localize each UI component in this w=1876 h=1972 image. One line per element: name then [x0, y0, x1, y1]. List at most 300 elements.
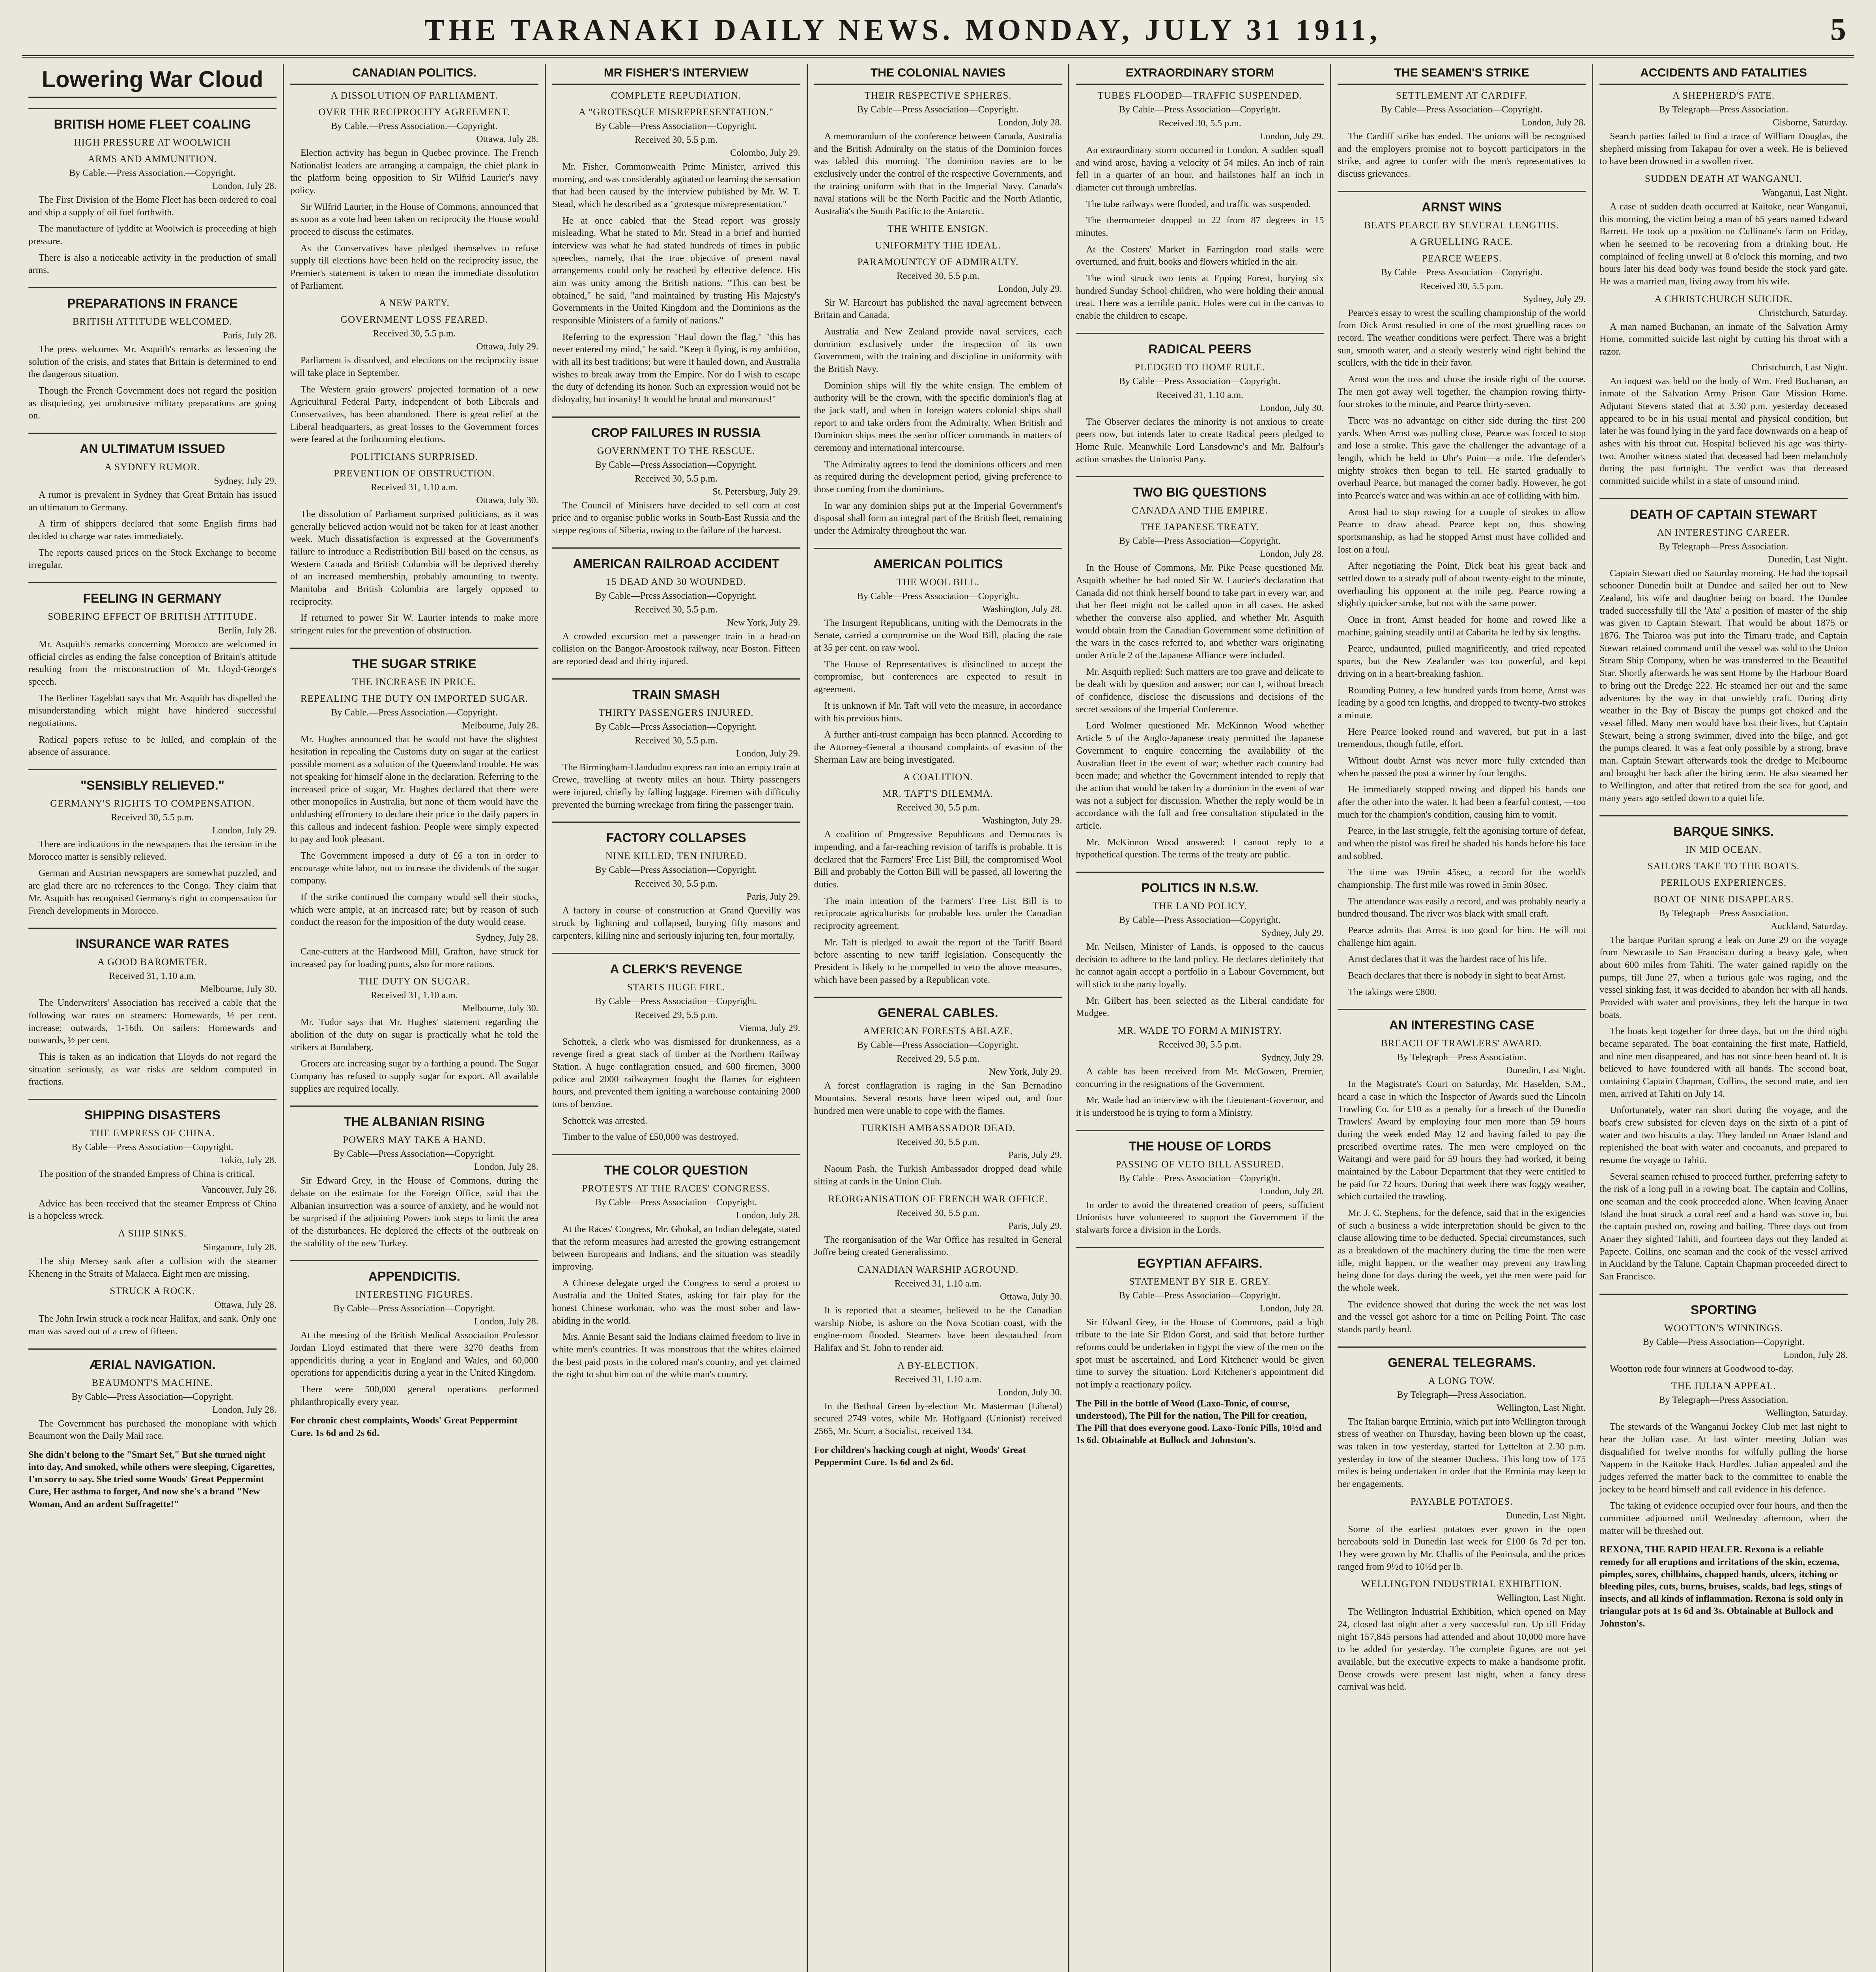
column-headline: THE SEAMEN'S STRIKE [1338, 64, 1586, 85]
place-date: Paris, July 28. [222, 331, 277, 341]
place-date: Tokio, July 28. [220, 1155, 277, 1165]
place-date: London, July 28. [998, 118, 1062, 128]
subheading: A GOOD BAROMETER. [97, 957, 207, 968]
place-date: Ottawa, July 28. [476, 134, 538, 144]
subheading: THE LAND POLICY. [1152, 900, 1247, 911]
dateline: By Cable.—Press Association.—Copyright. [331, 707, 498, 718]
article-paragraph: Arnst won the toss and chose the inside right of the course. The men got away well together, the champion rowing thirty-four strokes to the minute, and Pearce thirty-seven. [1338, 374, 1586, 410]
place-date: Gisborne, Saturday. [1773, 118, 1848, 128]
article-paragraph: If the strike continued the company would sell their stocks, which were ample, at an increased rate; but by reason of such conduct the reason for the imposition of the duty would cease. [290, 892, 538, 928]
section-headline: DEATH OF CAPTAIN STEWART [1599, 498, 1848, 522]
place-date: Wanganui, Last Night. [1762, 188, 1848, 198]
dateline: By Cable—Press Association—Copyright. [595, 721, 757, 732]
article-paragraph: The evidence showed that during the week the net was lost and the vessel got ashore for a time on Pelling Point. The case stands partly heard. [1338, 1299, 1586, 1335]
place-date: Sydney, July 29. [214, 476, 277, 487]
place-date: Wellington, Last Night. [1497, 1593, 1586, 1604]
dateline: Received 30, 5.5 p.m. [897, 1208, 979, 1218]
subheading: CANADIAN WARSHIP AGROUND. [857, 1264, 1019, 1275]
dateline: By Cable—Press Association—Copyright. [857, 1040, 1019, 1051]
article-paragraph: A forest conflagration is raging in the San Bernadino Mountains. Several resorts have been wiped out, and four hundred men were unable to cope with the flames. [814, 1081, 1062, 1116]
section-headline: ARNST WINS [1338, 191, 1586, 215]
article-paragraph: The Admiralty agrees to lend the dominions officers and men as required during the development period, giving preference to those coming from the dominions. [814, 459, 1062, 495]
dateline: By Cable—Press Association—Copyright. [595, 865, 757, 876]
subheading: MR. TAFT'S DILEMMA. [882, 788, 994, 799]
subheading: SETTLEMENT AT CARDIFF. [1396, 90, 1528, 101]
article-paragraph: He immediately stopped rowing and dipped his hands one after the other into the water. It had been a fearful contest, —too much for the champion's condition, causing him to vomit. [1338, 784, 1586, 820]
article-paragraph: The John Irwin struck a rock near Halifax, and sank. Only one man was saved out of a crew of fifteen. [28, 1314, 277, 1337]
section-headline: APPENDICITIS. [290, 1260, 538, 1284]
article-paragraph: Mr. Gilbert has been selected as the Liberal candidate for Mudgee. [1076, 995, 1324, 1019]
place-date: Ottawa, July 28. [214, 1300, 277, 1311]
article-paragraph: The Observer declares the minority is not anxious to create peers now, but intends later to create Radical peers pledged to Home Rule. Meanwhile Lord Lansdowne's and Mr. Balfour's action smashes the Unionist Party. [1076, 416, 1324, 465]
article-paragraph: Pearce, in the last struggle, felt the agonising torture of defeat, and when the pistol was fired he shaded his hands before his face and sobbed. [1338, 826, 1586, 861]
place-date: London, July 30. [1259, 403, 1324, 413]
section-headline: A CLERK'S REVENGE [552, 953, 800, 977]
dateline: Received 30, 5.5 p.m. [635, 135, 718, 145]
dateline: By Cable—Press Association—Copyright. [1119, 105, 1281, 115]
article-paragraph: Arnst had to stop rowing for a couple of strokes to allow Pearce to draw ahead. Pearce kept on, thus showing sportsmanship, as had he stopped Arnst must have collided and lost on a foul. [1338, 507, 1586, 555]
article-paragraph: There are indications in the newspapers that the tension in the Morocco matter is sensibly relieved. [28, 839, 277, 862]
place-date: Vienna, July 29. [738, 1023, 800, 1033]
column-5 [1069, 64, 1331, 1972]
article-paragraph: Pearce, undaunted, pulled magnificently, and tried repeated spurts, but the New Zealander was too powerful, and kept driving on in a heart-breaking fashion. [1338, 644, 1586, 679]
article-paragraph: Parliament is dissolved, and elections on the reciprocity issue will take place in September. [290, 355, 538, 379]
place-date: London, July 28. [1521, 118, 1586, 128]
article-paragraph: The press welcomes Mr. Asquith's remarks as lessening the solution of the crisis, and states that Britain is determined to end the dangerous situation. [28, 344, 277, 380]
place-date: London, July 29. [1259, 131, 1324, 142]
dateline: By Telegraph—Press Association. [1397, 1389, 1527, 1400]
article-paragraph: There is also a noticeable activity in the production of small arms. [28, 252, 277, 276]
dateline: By Telegraph—Press Association. [1659, 105, 1788, 115]
article-paragraph: A crowded excursion met a passenger train in a head-on collision on the Bangor-Aroostook railway, near Boston. Fifteen are reported dead and thirty injured. [552, 631, 800, 667]
subheading: A GRUELLING RACE. [1410, 236, 1514, 247]
subheading: THE INCREASE IN PRICE. [352, 676, 476, 687]
dateline: Received 31, 1.10 a.m. [109, 971, 196, 982]
place-date: St. Petersburg, July 29. [712, 486, 800, 497]
dateline: Received 30, 5.5 p.m. [1158, 1039, 1241, 1050]
subheading: POWERS MAY TAKE A HAND. [343, 1135, 486, 1146]
place-date: Paris, July 29. [746, 892, 800, 902]
dateline: Received 30, 5.5 p.m. [897, 803, 979, 813]
article-paragraph: Mr. Neilsen, Minister of Lands, is opposed to the caucus decision to adhere to the land policy. He declares definitely that he cannot again accept a portfolio in a Labour Government, but will stick to the party loyally. [1076, 941, 1324, 990]
place-date: Dunedin, Last Night. [1768, 554, 1848, 565]
article-paragraph: German and Austrian newspapers are somewhat puzzled, and are glad there are no references to the Congo. They claim that Mr. Asquith has recognised Germany's right to compensation for French developments in Morocco. [28, 868, 277, 916]
column-2 [284, 64, 546, 1972]
place-date: London, July 29. [998, 284, 1062, 294]
place-date: London, July 28. [474, 1317, 538, 1327]
article-paragraph: The taking of evidence occupied over four hours, and then the committee adjourned until Wednesday afternoon, when the matter will be threshed out. [1599, 1501, 1848, 1536]
place-date: Sydney, July 29. [1261, 1052, 1324, 1063]
section-headline: PREPARATIONS IN FRANCE [28, 287, 277, 311]
section-headline: AN ULTIMATUM ISSUED [28, 433, 277, 456]
dateline: By Cable—Press Association—Copyright. [1119, 1290, 1281, 1301]
dateline: Received 31, 1.10 a.m. [370, 990, 458, 1001]
article-paragraph: Mr. Tudor says that Mr. Hughes' statement regarding the abolition of the duty on sugar is practically what he told the strikers at Bundaberg. [290, 1017, 538, 1053]
subheading: A BY-ELECTION. [897, 1360, 979, 1371]
subheading: A CHRISTCHURCH SUICIDE. [1654, 293, 1793, 304]
article-paragraph: The Berliner Tageblatt says that Mr. Asquith has dispelled the misunderstanding which might have hindered successful negotiations. [28, 693, 277, 729]
subheading: 15 DEAD AND 30 WOUNDED. [606, 576, 746, 587]
article-paragraph: The time was 19min 45sec, a record for the world's championship. The first mile was rowed in 5min 30sec. [1338, 867, 1586, 890]
place-date: London, July 28. [736, 1210, 800, 1221]
columns [22, 64, 1854, 1972]
place-date: Colombo, July 29. [730, 148, 800, 158]
advertisement: REXONA, THE RAPID HEALER. Rexona is a reliable remedy for all eruptions and irritations of the skin, eczema, pimples, sores, chilblains, chapped hands, ulcers, itching or bleeding piles, cuts, burns, bruises, scalds, bad legs, stings of insects, and all kinds of inflammation. Rexona is sold only in triangular pots at 1s 6d and 3s. Obtainable at Bullock and Johnston's. [1599, 1544, 1843, 1629]
subheading: PAYABLE POTATOES. [1410, 1496, 1513, 1507]
place-date: London, July 28. [1259, 1303, 1324, 1314]
article-paragraph: Some of the earliest potatoes ever grown in the open hereabouts sold in Dunedin last week for £100 6s 7d per ton. They were grown by Mr. Challis of the Peninsula, and the prices ranged from 9½d to 10½d per lb. [1338, 1524, 1586, 1572]
article-paragraph: A man named Buchanan, an inmate of the Salvation Army Home, committed suicide last night by cutting his throat with a razor. [1599, 321, 1848, 357]
place-date: Ottawa, July 29. [476, 342, 538, 352]
article-paragraph: Schottek, a clerk who was dismissed for drunkenness, as a revenge fired a great stack of timber at the Northern Railway Station. A huge conflagration ensued, and 600 firemen, 3000 police and 2000 railwaymen fought the flames for eighteen hours, and prevented them igniting a warehouse containing 2000 tons of benzine. [552, 1036, 800, 1109]
article-paragraph: Mr. Asquith replied: Such matters are too grave and delicate to be dealt with by question and answer; nor can I, without breach of confidence, disclose the discussions and decisions of the secret sessions of the Imperial Conference. [1076, 667, 1324, 715]
article-paragraph: There was no advantage on either side during the first 200 yards. When Arnst was pulling close, Pearce was forced to stop and lose a stroke. This gave the challenger the advantage of a length, which he held to Uhr's Point—a mile. The defender's mighty strokes then began to tell. He started gradually to overhaul Pearce, but managed the corner badly. However, he got into Pearce's water and was within an ace of colliding with him. [1338, 416, 1586, 501]
place-date: Melbourne, July 30. [200, 984, 277, 995]
place-date: Auckland, Saturday. [1770, 921, 1848, 932]
article-paragraph: Mr. Taft is pledged to await the report of the Tariff Board before assenting to new tariff legislation. Consequently the President is likely to be compelled to veto the above measures, which have been passed by a Republican vote. [814, 937, 1062, 985]
article-paragraph: In the Magistrate's Court on Saturday, Mr. Haselden, S.M., heard a case in which the Inspector of Awards sued the Lincoln Trawling Co. for £10 as a penalty for a breach of the Dunedin Trawlers' Award by employing four men more than 59 hours during the week ended May 12 and having failed to pay the prescribed overtime rates. The men were employed on the Waitangi and were paid for 59 hours they had worked, it being maintained by the Labour Department that they were entitled to be paid for 72 hours. During that week there was foggy weather, which curtailed the trawling. [1338, 1079, 1586, 1202]
section-headline: TRAIN SMASH [552, 678, 800, 702]
subheading: NINE KILLED, TEN INJURED. [605, 851, 747, 862]
article-paragraph: Mr. Wade had an interview with the Lieutenant-Governor, and it is understood he is trying to form a Ministry. [1076, 1095, 1324, 1118]
article-paragraph: Wootton rode four winners at Goodwood to-day. [1610, 1363, 1794, 1374]
subheading: PROTESTS AT THE RACES' CONGRESS. [582, 1183, 771, 1194]
subheading: IN MID OCEAN. [1685, 844, 1762, 855]
advertisement: For children's hacking cough at night, Woods' Great Peppermint Cure. 1s 6d and 2s 6d. [814, 1445, 1026, 1468]
dateline: By Cable—Press Association—Copyright. [595, 1197, 757, 1208]
subheading: TURKISH AMBASSADOR DEAD. [860, 1123, 1016, 1134]
subheading: BRITISH ATTITUDE WELCOMED. [72, 316, 233, 327]
article-paragraph: Without doubt Arnst was never more fully extended than when he passed the post a winner by four lengths. [1338, 755, 1586, 779]
article-paragraph: Schottek was arrested. [562, 1115, 647, 1126]
article-paragraph: If returned to power Sir W. Laurier intends to make more stringent rules for the prevention of obstruction. [290, 613, 538, 636]
section-headline: AN INTERESTING CASE [1338, 1009, 1586, 1033]
place-date: New York, July 29. [727, 617, 800, 628]
dateline: By Cable—Press Association—Copyright. [857, 591, 1019, 601]
dateline: Received 31, 1.10 a.m. [894, 1278, 982, 1289]
article-paragraph: A factory in course of construction at Grand Quevilly was struck by lightning and collapsed, burying fifty masons and carpenters, killing nine and seriously injuring ten, four mortally. [552, 906, 800, 941]
dateline: Received 29, 5.5 p.m. [635, 1010, 718, 1020]
subheading: GOVERNMENT LOSS FEARED. [340, 314, 488, 325]
subheading: A "GROTESQUE MISREPRESENTATION." [579, 107, 774, 118]
subheading: INTERESTING FIGURES. [355, 1289, 473, 1300]
place-date: London, July 28. [1783, 1350, 1848, 1360]
subheading: PASSING OF VETO BILL ASSURED. [1116, 1159, 1284, 1170]
dateline: By Cable—Press Association—Copyright. [333, 1149, 495, 1160]
dateline: Received 30, 5.5 p.m. [111, 812, 194, 823]
section-headline: BARQUE SINKS. [1599, 815, 1848, 839]
place-date: London, July 28. [212, 1404, 277, 1415]
place-date: Sydney, July 29. [1261, 928, 1324, 938]
article-paragraph: Mr. Hughes announced that he would not have the slightest hesitation in repealing the Customs duty on sugar at the earliest possible moment as a solution of the Queensland trouble. He was not speaking for himself alone in the declaration. Referring to the increased price of sugar, Mr. Hughes declared that there were other monopolies in Australia, but none of them would have the unblushing effrontery to declare their price in the daily papers in this callous and indecent fashion. People were simply expected to pay and look pleasant. [290, 734, 538, 845]
article-paragraph: Though the French Government does not regard the position as disquieting, yet unobtrusive military preparations are going on. [28, 386, 277, 421]
section-headline: BRITISH HOME FLEET COALING [28, 108, 277, 132]
column-headline: MR FISHER'S INTERVIEW [552, 64, 800, 85]
article-paragraph: Naoum Pash, the Turkish Ambassador dropped dead while sitting at cards in the Union Club. [814, 1164, 1062, 1187]
dateline: By Cable—Press Association—Copyright. [1642, 1337, 1805, 1347]
article-paragraph: Election activity has begun in Quebec province. The French Nationalist leaders are arranging a campaign, the chief plank in the platform being opposition to Sir Wilfrid Laurier's navy policy. [290, 148, 538, 196]
subheading: THE WHITE ENSIGN. [887, 223, 989, 234]
article-paragraph: Captain Stewart died on Saturday morning. He had the topsail schooner Dunedin built at Dundee and sailed her out to New Zealand, his wife and daughter being on board. The Dundee traded successfully till the 'Ata' a position of master of the ship was given to Captain Stewart. That would be about 1875 or 1876. The Taiaroa was put into the Timaru trade, and Captain Stewart retained command until the vessel was sold to the Union Steam Ship Company, when he was transferred to the Beautiful Star. Shortly afterwards he was sent Home by the Harbour Board to bring out the Dredge 222. He steamed her out and the same adventures by the way in that unwieldy craft. During dirty weather in the Bay of Biscay the pumps got choked and the vessel filled. Many men would have lost their lives, but Captain Stewart, being a strong swimmer, dived into the bilge, and got the pumps cleared. It was a feat only possible by a strong, brave man. Captain Stewart afterwards took the dredge to Melbourne and brought her back after the hiring term. He also steamed her to Wellington, and after that retired from the sea for good, and many years ago settled down to a quiet life. [1599, 568, 1848, 803]
article-paragraph: The reorganisation of the War Office has resulted in General Joffre being created Generalissimo. [814, 1234, 1062, 1258]
article-paragraph: The Insurgent Republicans, uniting with the Democrats in the Senate, carried a compromise on the Wool Bill, placing the rate at 35 per cent. on raw wool. [814, 618, 1062, 654]
dateline: By Cable—Press Association—Copyright. [1119, 915, 1281, 925]
place-date: Christchurch, Saturday. [1758, 308, 1848, 318]
column-3 [546, 64, 808, 1972]
article-paragraph: A firm of shippers declared that some English firms had decided to charge war rates immediately. [28, 519, 277, 542]
masthead [22, 12, 1854, 58]
dateline: Received 30, 5.5 p.m. [635, 879, 718, 889]
subheading: BEATS PEARCE BY SEVERAL LENGTHS. [1364, 220, 1560, 231]
section-headline: AMERICAN POLITICS [814, 548, 1062, 571]
subheading: A SHIP SINKS. [118, 1228, 187, 1239]
article-paragraph: At the Races' Congress, Mr. Ghokal, an Indian delegate, stated that the reform measures had arrested the growing estrangement between Europeans and Indians, and the situation was steadily improving. [552, 1224, 800, 1272]
article-paragraph: In order to avoid the threatened creation of peers, sufficient Unionists have volunteered to support the Government if the stalwarts force a division in the Lords. [1076, 1200, 1324, 1235]
subheading: AMERICAN FORESTS ABLAZE. [863, 1026, 1013, 1037]
article-paragraph: Pearce's essay to wrest the sculling championship of the world from Dick Arnst resulted in one of the most gruelling races on record. The weather conditions were perfect. There was a bright sun, smooth water, and a steady westerly wind right behind the scullers, with the tide in their favor. [1338, 308, 1586, 368]
section-headline: THE ALBANIAN RISING [290, 1106, 538, 1129]
subheading: OVER THE RECIPROCITY AGREEMENT. [318, 107, 510, 118]
place-date: Wellington, Last Night. [1497, 1402, 1586, 1413]
subheading: THE DUTY ON SUGAR. [359, 976, 470, 987]
subheading: MR. WADE TO FORM A MINISTRY. [1117, 1025, 1282, 1036]
subheading: GOVERNMENT TO THE RESCUE. [597, 445, 755, 456]
article-paragraph: The Birmingham-Llandudno express ran into an empty train at Crewe, travelling at twenty miles an hour. Thirty passengers were injured, chiefly by falling luggage. Firemen with difficulty prevented the burning wreckage from firing the passenger train. [552, 762, 800, 810]
article-paragraph: In war any dominion ships put at the Imperial Government's disposal shall form an integral part of the British fleet, remaining under the Admiralty throughout the war. [814, 500, 1062, 536]
section-headline: EGYPTIAN AFFAIRS. [1076, 1247, 1324, 1271]
column-1 [22, 64, 284, 1972]
subheading: STARTS HUGE FIRE. [627, 982, 725, 993]
article-paragraph: The Italian barque Erminia, which put into Wellington through stress of weather on Thursday, having been blown up the coast, was taken in tow yesterday, started for Lyttelton at 2.30 p.m. yesterday in tow of the steamer Duchess. This long tow of 175 miles is being undertaken in order that the Erminia may keep to her engagements. [1338, 1416, 1586, 1490]
subheading: COMPLETE REPUDIATION. [611, 90, 742, 101]
place-date: Sydney, July 29. [1523, 294, 1586, 304]
section-headline: INSURANCE WAR RATES [28, 928, 277, 951]
place-date: Ottawa, July 30. [476, 495, 538, 506]
dateline: Received 30, 5.5 p.m. [635, 473, 718, 484]
article-paragraph: At the meeting of the British Medical Association Professor Jordan Lloyd estimated that there were 3270 deaths from appendicitis during a year in England and Wales, and 60,000 operations for appendicitis during a year in the United Kingdom. [290, 1330, 538, 1378]
dateline: By Cable—Press Association—Copyright. [1119, 536, 1281, 547]
place-date: London, July 28. [1259, 1186, 1324, 1197]
dateline: By Telegraph—Press Association. [1659, 908, 1788, 919]
dateline: By Cable—Press Association—Copyright. [71, 1142, 234, 1152]
article-paragraph: There were 500,000 general operations performed philanthropically every year. [290, 1384, 538, 1407]
subheading: WOOTTON'S WINNINGS. [1664, 1322, 1783, 1333]
subheading: SAILORS TAKE TO THE BOATS. [1647, 861, 1800, 872]
place-date: Dunedin, Last Night. [1506, 1065, 1586, 1076]
advertisement: She didn't belong to the "Smart Set," But she turned night into day, And smoked, while others were sleeping, Cigarettes, I'm sorry to say. She tried some Woods' Great Peppermint Cure, Her asthma to forget, And now she's a brand "New Woman, And an ardent Suffragette!" [28, 1449, 275, 1509]
place-date: Washington, July 29. [982, 816, 1062, 826]
subheading: PARAMOUNTCY OF ADMIRALTY. [857, 256, 1019, 267]
article-paragraph: The boats kept together for three days, but on the third night became separated. The boat containing the first mate, Hatfield, and nine men disappeared, and has not since been heard of. It is believed to have foundered with all hands. The second boat, containing Captain Chapman, Collins, the second mate, and ten men, arrived at Tahiti on July 14. [1599, 1026, 1848, 1099]
column-7 [1593, 64, 1854, 1972]
article-paragraph: The ship Mersey sank after a collision with the steamer Kheneng in the Straits of Malacca. Eight men are missing. [28, 1256, 277, 1279]
subheading: AN INTERESTING CAREER. [1657, 527, 1790, 538]
article-paragraph: This is taken as an indication that Lloyds do not regard the situation seriously, as war risks are seldom computed in fractions. [28, 1051, 277, 1087]
dateline: By Cable—Press Association—Copyright. [857, 105, 1019, 115]
section-headline: RADICAL PEERS [1076, 333, 1324, 357]
place-date: Wellington, Saturday. [1766, 1408, 1848, 1419]
place-date: Paris, July 29. [1008, 1150, 1062, 1161]
subheading: BOAT OF NINE DISAPPEARS. [1653, 894, 1794, 905]
column-headline: THE COLONIAL NAVIES [814, 64, 1062, 85]
dateline: Received 30, 5.5 p.m. [635, 735, 718, 746]
article-paragraph: As the Conservatives have pledged themselves to refuse supply till elections have been held on the reciprocity issue, the Premier's statement is taken to mean the immediate dissolution of Parliament. [290, 243, 538, 291]
article-paragraph: A further anti-trust campaign has been planned. According to the Attorney-General a thousand complaints of evasion of the Sherman Law are being investigated. [814, 730, 1062, 765]
place-date: Vancouver, July 28. [202, 1184, 277, 1195]
article-paragraph: Sir Wilfrid Laurier, in the House of Commons, announced that as soon as a vote had been taken on reciprocity the House would proceed to discuss the estimates. [290, 202, 538, 237]
place-date: Christchurch, Last Night. [1751, 362, 1848, 373]
article-paragraph: He at once cabled that the Stead report was grossly misleading. What he stated to Mr. Stead in a brief and hurried interview was what he had stated hundreds of times in public speeches, namely, that the true objective of present naval arrangements could only be reached by effective defence. His aim was unity among the British nations. "This can best be obtained," he said, "and maintained by trusting His Majesty's Governments in the United Kingdom and the Dominions as the responsible Ministers of a family of nations." [552, 215, 800, 326]
article-paragraph: At the Costers' Market in Farringdon road stalls were overturned, and fruit, books and flowers whirled in the air. [1076, 244, 1324, 267]
article-paragraph: The barque Puritan sprung a leak on June 29 on the voyage from Newcastle to San Francisco during a heavy gale, when about 600 miles from Tahiti. The water gained rapidly on the pumps, till June 27, when a furious gale was raging, and the vessel sinking fast, it was decided to abandon her with all hands. Provided with water and provisions, they left the barque in two boats. [1599, 935, 1848, 1020]
dateline: Received 30, 5.5 p.m. [1420, 281, 1503, 291]
article-paragraph: Rounding Putney, a few hundred yards from home, Arnst was leading by a good ten lengths, and dropped to twenty-two strokes a minute. [1338, 685, 1586, 721]
subheading: A DISSOLUTION OF PARLIAMENT. [331, 90, 498, 101]
article-paragraph: Mr. J. C. Stephens, for the defence, said that in the exigencies of such a business a wide interpretation should be given to the clause allowing time to be deducted. Special circumstances, such as a breakdown of the machinery during the time the men were idle, might happen, or the weather may prevent any trawling being done for days during the week, yet the men were paid for the whole week. [1338, 1208, 1586, 1294]
dateline: By Telegraph—Press Association. [1659, 541, 1788, 552]
article-paragraph: Mr. Asquith's remarks concerning Morocco are welcomed in official circles as ending the false conception of Britain's attitude resulting from the misconstruction of Mr. Lloyd-George's speech. [28, 639, 277, 687]
section-headline: ÆRIAL NAVIGATION. [28, 1348, 277, 1372]
page-number: 5 [1830, 12, 1846, 47]
dateline: By Cable—Press Association—Copyright. [595, 459, 757, 470]
article-paragraph: Cane-cutters at the Hardwood Mill, Grafton, have struck for increased pay for loading punts, also for more rations. [290, 946, 538, 969]
article-paragraph: A memorandum of the conference between Canada, Australia and the British Admiralty on the status of the Dominion forces was tabled this morning. The dominion navies are to be exclusively under the control of the respective Governments, and the training uniform with that in the Imperial Navy. Canada's naval stations will be the North Pacific and the North Atlantic, Australia's the South Pacific to the Antarctic. [814, 131, 1062, 217]
advertisement: For chronic chest complaints, Woods' Great Peppermint Cure. 1s 6d and 2s 6d. [290, 1416, 518, 1438]
dateline: By Cable—Press Association—Copyright. [595, 996, 757, 1007]
subheading: WELLINGTON INDUSTRIAL EXHIBITION. [1361, 1579, 1562, 1590]
article-paragraph: A coalition of Progressive Republicans and Democrats is impending, and a far-reaching revision of tariffs is probable. It is declared that the Farmers' Free List Bill, the compromised Wool Bill and probably the Cotton Bill will be passed, all lowering the duties. [814, 829, 1062, 890]
subheading: BREACH OF TRAWLERS' AWARD. [1381, 1038, 1543, 1049]
article-paragraph: An inquest was held on the body of Wm. Fred Buchanan, an inmate of the Salvation Army Prison Gate Mission Home. Adjutant Stevens stated that at 3.30 p.m. yesterday deceased appeared to be in his usual mental and physical condition, but later he was found lying in the yard face downwards on a heap of ashes with his throat cut. Hospital believed his age was thirty-two. Another witness stated that deceased had been melancholy during the past fortnight. The verdict was that deceased committed suicide whilst in a state of unsound mind. [1599, 376, 1848, 487]
article-paragraph: It is unknown if Mr. Taft will veto the measure, in accordance with his previous hints. [814, 700, 1062, 724]
subheading: THE WOOL BILL. [896, 577, 980, 588]
subheading: A SYDNEY RUMOR. [105, 462, 200, 473]
subheading: TUBES FLOODED—TRAFFIC SUSPENDED. [1097, 90, 1302, 101]
dateline: By Cable—Press Association—Copyright. [595, 590, 757, 601]
dateline: By Cable—Press Association—Copyright. [1119, 1173, 1281, 1184]
article-paragraph: The First Division of the Home Fleet has been ordered to coal and ship a supply of oil fuel forthwith. [28, 195, 277, 218]
section-headline: POLITICS IN N.S.W. [1076, 872, 1324, 895]
article-paragraph: Mr. McKinnon Wood answered: I cannot reply to a hypothetical question. The terms of the treaty are public. [1076, 837, 1324, 860]
place-date: Melbourne, July 28. [462, 720, 538, 731]
article-paragraph: A rumor is prevalent in Sydney that Great Britain has issued an ultimatum to Germany. [28, 490, 277, 513]
place-date: London, July 28. [474, 1162, 538, 1173]
subheading: A COALITION. [903, 772, 973, 783]
column-headline: Lowering War Cloud [28, 64, 277, 98]
article-paragraph: The attendance was easily a record, and was probably nearly a hundred thousand. The river was black with small craft. [1338, 896, 1586, 919]
article-paragraph: Australia and New Zealand provide naval services, each dominion exclusively under the inspection of its own Government, with the training and discipline in uniformity with the British Navy. [814, 327, 1062, 375]
article-paragraph: It is reported that a steamer, believed to be the Canadian warship Niobe, is ashore on the Nova Scotian coast, with the engine-room flooded. Steamers have been despatched from Halifax and St. John to render aid. [814, 1305, 1062, 1353]
article-paragraph: The takings were £800. [1348, 987, 1437, 997]
article-paragraph: The position of the stranded Empress of China is critical. [39, 1169, 255, 1179]
subheading: STATEMENT BY SIR E. GREY. [1129, 1276, 1271, 1287]
dateline: Received 31, 1.10 a.m. [370, 482, 458, 493]
dateline: Received 30, 5.5 p.m. [897, 1137, 979, 1148]
dateline: By Cable—Press Association—Copyright. [71, 1391, 234, 1402]
article-paragraph: The Wellington Industrial Exhibition, which opened on May 24, closed last night after a very successful run. Up till Friday night 157,845 persons had attended and about 10,000 more have to be added for yesterday. The complete figures are not yet available, but the executive expects to make a handsome profit. Dense crowds were present last night, when a fancy dress carnival was held. [1338, 1607, 1586, 1692]
subheading: REORGANISATION OF FRENCH WAR OFFICE. [828, 1193, 1048, 1204]
masthead-title: THE TARANAKI DAILY NEWS. MONDAY, JULY 31 1911, [424, 13, 1381, 47]
subheading: STRUCK A ROCK. [110, 1286, 195, 1297]
section-headline: SPORTING [1599, 1294, 1848, 1317]
article-paragraph: The tube railways were flooded, and traffic was suspended. [1086, 199, 1311, 209]
subheading: POLITICIANS SURPRISED. [350, 452, 478, 463]
section-headline: FACTORY COLLAPSES [552, 822, 800, 845]
article-paragraph: The wind struck two tents at Epping Forest, burying six hundred Sunday School children, who were holding their annual treat. There was a terrible panic. Holes were cut in the canvas to enable the children to escape. [1076, 273, 1324, 321]
dateline: By Cable.—Press Association.—Copyright. [69, 168, 236, 178]
article-paragraph: Referring to the expression "Haul down the flag," "this has never entered my mind," he said. "Keep it flying, is my ambition, with all its best traditions; but were it hauled down, and Australia wishes to break away from the Empire. Nor do I wish to escape the duty of defending its honor. Such an expression would not be disloyalty, but insanity! It would be brutal and monstrous!" [552, 332, 800, 405]
subheading: A NEW PARTY. [379, 298, 450, 309]
article-paragraph: In the House of Commons, Mr. Pike Pease questioned Mr. Asquith whether he had noted Sir W. Laurier's declaration that Canada did not think herself bound to take part in every war, and that her fleet might not be called upon in all cases. He asked whether the converse also applied, and whether Mr. Asquith would obtain from the Canadian Government some definition of the wars in the cases referred to, and whether wars originating under Article 2 of the Japanese Alliance were included. [1076, 563, 1324, 661]
place-date: Washington, July 28. [982, 604, 1062, 614]
column-4 [808, 64, 1070, 1972]
dateline: Received 30, 5.5 p.m. [897, 271, 979, 281]
section-headline: SHIPPING DISASTERS [28, 1099, 277, 1122]
dateline: By Cable—Press Association—Copyright. [1119, 376, 1281, 387]
subheading: THIRTY PASSENGERS INJURED. [598, 707, 754, 718]
dateline: Received 30, 5.5 p.m. [1158, 118, 1241, 129]
dateline: By Telegraph—Press Association. [1659, 1395, 1788, 1406]
dateline: Received 31, 1.10 a.m. [894, 1374, 982, 1385]
subheading: PREVENTION OF OBSTRUCTION. [333, 468, 495, 479]
dateline: Received 30, 5.5 p.m. [635, 604, 718, 615]
place-date: London, July 28. [1259, 549, 1324, 560]
article-paragraph: Beach declares that there is nobody in sight to beat Arnst. [1348, 970, 1566, 981]
article-paragraph: Once in front, Arnst headed for home and rowed like a machine, gaining steadily until at Cabarita he led by six lengths. [1338, 615, 1586, 638]
place-date: Singapore, July 28. [203, 1242, 277, 1253]
article-paragraph: The main intention of the Farmers' Free List Bill is to reciprocate agriculturists for probable loss under the Canadian reciprocity agreement. [814, 896, 1062, 931]
subheading: BEAUMONT'S MACHINE. [92, 1377, 213, 1388]
column-headline: ACCIDENTS AND FATALITIES [1599, 64, 1848, 85]
section-headline: THE COLOR QUESTION [552, 1154, 800, 1178]
dateline: By Cable—Press Association—Copyright. [1381, 105, 1543, 115]
dateline: By Cable—Press Association—Copyright. [333, 1303, 495, 1314]
subheading: REPEALING THE DUTY ON IMPORTED SUGAR. [300, 693, 528, 704]
article-paragraph: The Government imposed a duty of £6 a ton in order to encourage white labor, not to increase the dividends of the sugar company. [290, 850, 538, 886]
article-paragraph: Unfortunately, water ran short during the voyage, and the boat's crew subsisted for eleven days on the sixth of a pint of water and two biscuits a day. They landed on Anaer Island and replenished the boat with water and cocoanuts, and prepared to resume the voyage to Tahiti. [1599, 1105, 1848, 1165]
place-date: London, July 30. [998, 1387, 1062, 1398]
place-date: New York, July 29. [989, 1067, 1062, 1078]
dateline: Received 29, 5.5 p.m. [897, 1054, 979, 1064]
subheading: ARMS AND AMMUNITION. [88, 154, 217, 164]
article-paragraph: Timber to the value of £50,000 was destroyed. [562, 1132, 739, 1143]
article-paragraph: The stewards of the Wanganui Jockey Club met last night to hear the Julian case. At last winter meeting Julian was disqualified for twelve months for wilfully pulling the horse Nappero in the Kaitoke Hack Hurdles. Julian appealed and the judges referred the matter back to the committee to enable the jockey to be heard himself and call evidence in his defence. [1599, 1422, 1848, 1495]
section-headline: CROP FAILURES IN RUSSIA [552, 416, 800, 440]
dateline: Received 31, 1.10 a.m. [1156, 390, 1244, 400]
place-date: London, July 28. [212, 181, 277, 191]
article-paragraph: Sir Edward Grey, in the House of Commons, paid a high tribute to the late Sir Eldon Gorst, and said that before further reforms could be undertaken in Egypt the view of the men on the spot must be ascertained, and Lord Kitchener would be given time to survey the situation. Lord Kitchener's appointment did not imply a reactionary policy. [1076, 1317, 1324, 1390]
article-paragraph: Dominion ships will fly the white ensign. The emblem of authority will be the crown, with the specific dominion's flag at the jack staff, and when in foreign waters colonial ships shall report to and take orders from the Admiralty. When British and Dominion ships meet the senior officer commands in matters of ceremony and international intercourse. [814, 380, 1062, 454]
place-date: London, July 29. [736, 748, 800, 759]
subheading: A LONG TOW. [1428, 1375, 1495, 1386]
section-headline: GENERAL TELEGRAMS. [1338, 1346, 1586, 1370]
subheading: PERILOUS EXPERIENCES. [1660, 877, 1787, 888]
subheading: SUDDEN DEATH AT WANGANUI. [1645, 174, 1803, 185]
place-date: Dunedin, Last Night. [1506, 1510, 1586, 1521]
column-headline: CANADIAN POLITICS. [290, 64, 538, 85]
dateline: By Cable—Press Association—Copyright. [1381, 267, 1543, 278]
place-date: Sydney, July 28. [476, 932, 538, 943]
subheading: PEARCE WEEPS. [1422, 253, 1502, 264]
article-paragraph: Several seamen refused to proceed further, preferring safety to the risk of a long pull in a rowing boat. The captain and Collins, one seaman and the cook proceeded alone. When leaving Anaer Island the boat struck a coral reef and a hand was stove in, but the captain pushed on, rowing and bailing. Three days out from Anaer they sighted Tahiti, and fourteen days out they landed at Papeete. Collins, one seaman and the cook of the vessel arrived in Auckland by the Talune. Captain Chapman proceeded direct to San Francisco. [1599, 1171, 1848, 1282]
article-paragraph: The Cardiff strike has ended. The unions will be recognised and the employers promise not to boycott participators in the strike, and agree to confer with the men's representatives to discuss grievances. [1338, 131, 1586, 179]
article-paragraph: The House of Representatives is disinclined to accept the compromise, but conferences are expected to result in agreement. [814, 659, 1062, 695]
place-date: Berlin, July 28. [218, 626, 277, 636]
column-6 [1331, 64, 1593, 1972]
article-paragraph: Pearce admits that Arnst is too good for him. He will not challenge him again. [1338, 925, 1586, 948]
article-paragraph: Mrs. Annie Besant said the Indians claimed freedom to live in white men's countries. It was monstrous that the whites claimed the best paid posts in the colored man's country, and yet claimed the right to shut him out of the white man's country. [552, 1332, 800, 1380]
article-paragraph: A cable has been received from Mr. McGowen, Premier, concurring in the resignations of the Government. [1076, 1066, 1324, 1089]
